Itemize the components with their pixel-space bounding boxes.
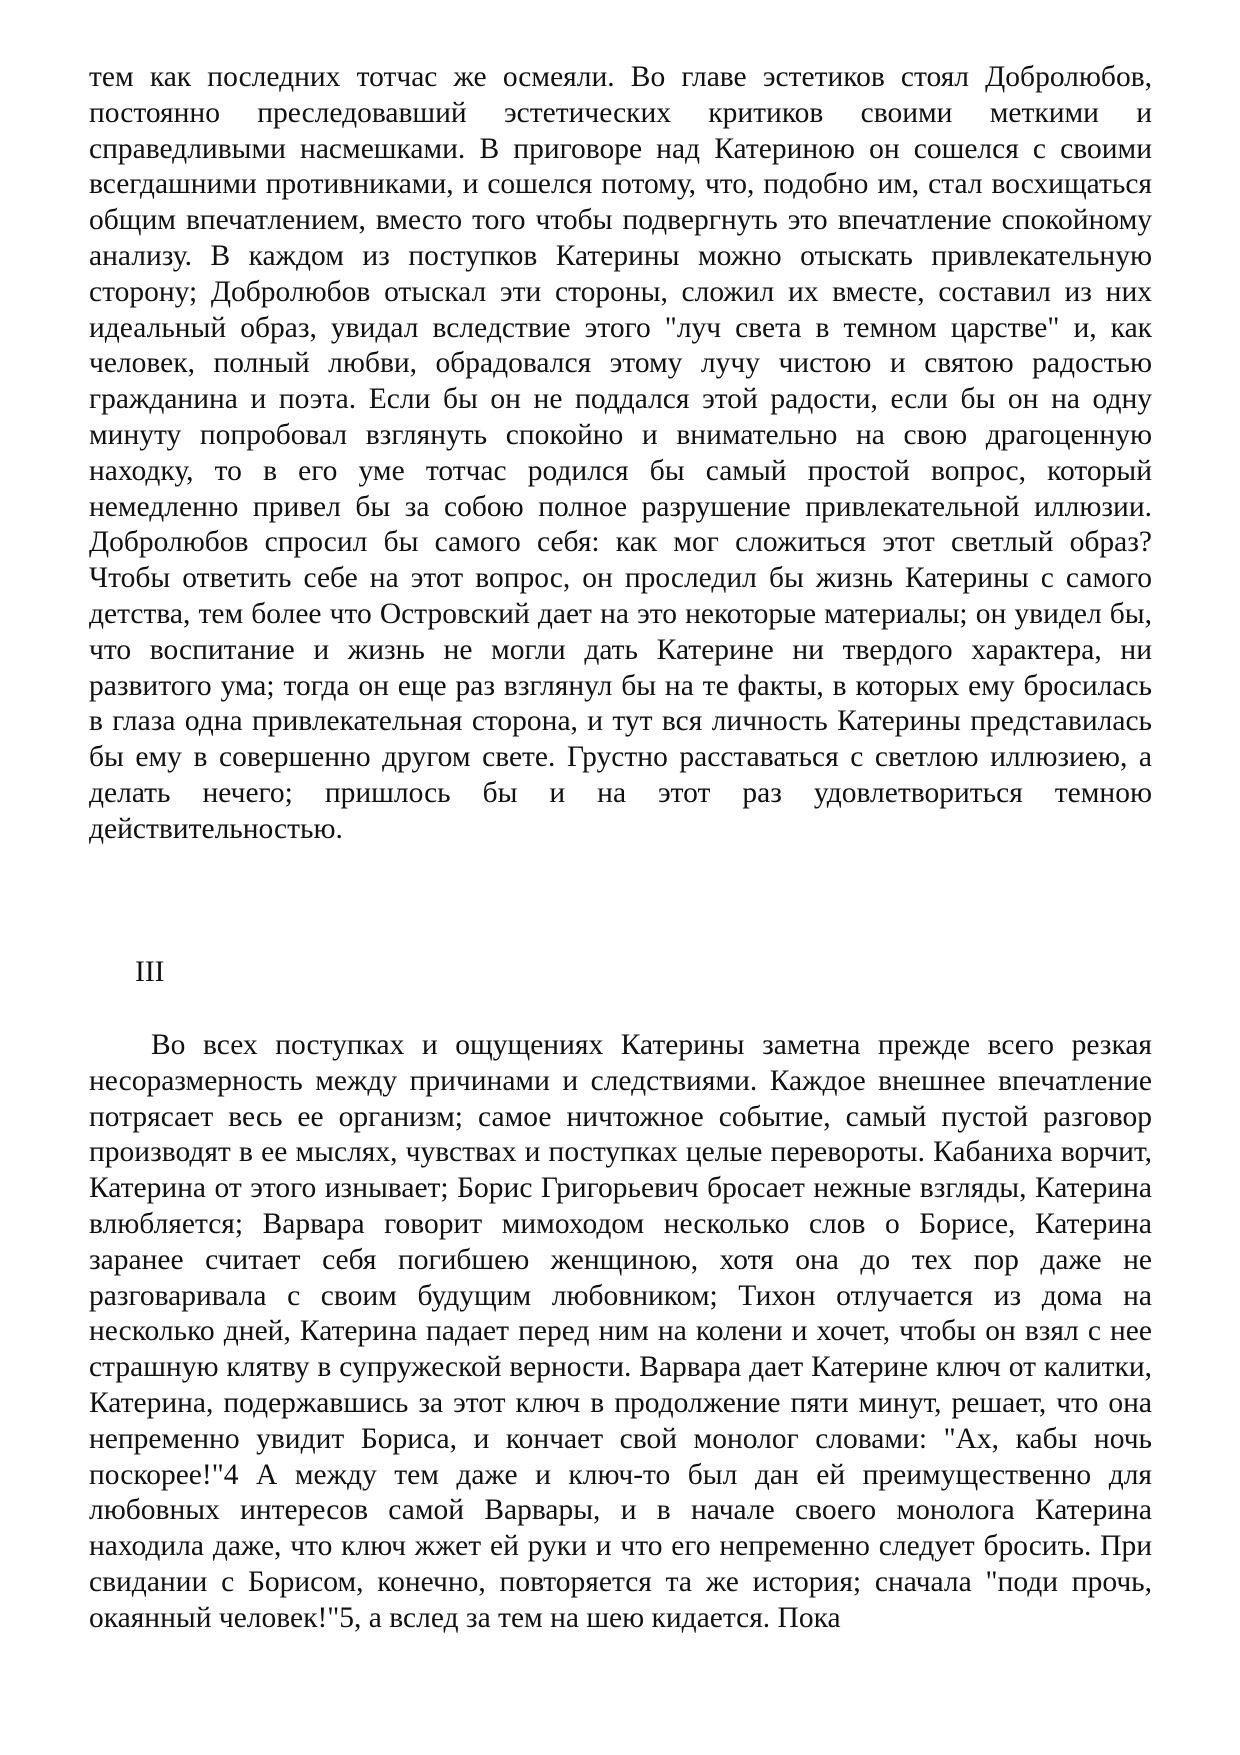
paragraph-1: тем как последних тотчас же осмеяли. Во главе эстетиков стоял Добролюбов, постоянно преследовавший эстетических критиков своими меткими и справедливыми насмешками. В приговоре над Катериною он сошелся с своими всегдашними противниками, и сошелся потому, что, подобно им, стал восхищаться общим впечатлением, вместо того чтобы подвергнуть это впечатление спокойному анализу. В каждом из поступков Катерины можно отыскать привлекательную сторону; Добролюбов отыскал эти стороны, сложил их вместе, составил из них идеальный образ, увидал вследствие этого "луч света в темном царстве" и, как человек, полный любви, обрадовался этому лучу чистою и святою радостью гражданина и поэта. Если бы он не поддался этой радости, если бы он на одну минуту попробовал взглянуть спокойно и внимательно на свою драгоценную находку, то в его уме тотчас родился бы самый простой вопрос, который немедленно привел бы за собою полное разрушение привлекательной иллюзии. Добролюбов спросил бы самого себя: как мог сложиться этот светлый образ? Чтобы ответить себе на этот вопрос, он проследил бы жизнь Катерины с самого детства, тем более что Островский дает на это некоторые материалы; он увидел бы, что воспитание и жизнь не могли дать Катерине ни твердого характера, ни развитого ума; тогда он еще раз взглянул бы на те факты, в которых ему бросилась в глаза одна привлекательная сторона, и тут вся личность Катерины представилась бы ему в совершенно другом свете. Грустно расставаться с светлою иллюзиею, а делать нечего; пришлось бы и на этот раз удовлетвориться темною действительностью. — [89, 61, 1152, 845]
paragraph-2: Во всех поступках и ощущениях Катерины заметна прежде всего резкая несоразмерность между причинами и следствиями. Каждое внешнее впечатление потрясает весь ее организм; самое ничтожное событие, самый пустой разговор производят в ее мыслях, чувствах и поступках целые перевороты. Кабаниха ворчит, Катерина от этого изнывает; Борис Григорьевич бросает нежные взгляды, Катерина влюбляется; Варвара говорит мимоходом несколько слов о Борисе, Катерина заранее считает себя погибшею женщиною, хотя она до тех пор даже не разговаривала с своим будущим любовником; Тихон отлучается из дома на несколько дней, Катерина падает перед ним на колени и хочет, чтобы он взял с нее страшную клятву в супружеской верности. Варвара дает Катерине ключ от калитки, Катерина, подержавшись за этот ключ в продолжение пяти минут, решает, что она непременно увидит Бориса, и кончает свой монолог словами: "Ах, кабы ночь поскорее!"4 А между тем даже и ключ-то был дан ей преимущественно для любовных интересов самой Варвары, и в начале своего монолога Катерина находила даже, что ключ жжет ей руки и что его непременно следует бросить. При свидании с Борисом, конечно, повторяется та же история; сначала "поди прочь, окаянный человек!"5, а вслед за тем на шею кидается. Пока — [89, 1029, 1152, 1634]
section-heading: III — [135, 956, 165, 988]
